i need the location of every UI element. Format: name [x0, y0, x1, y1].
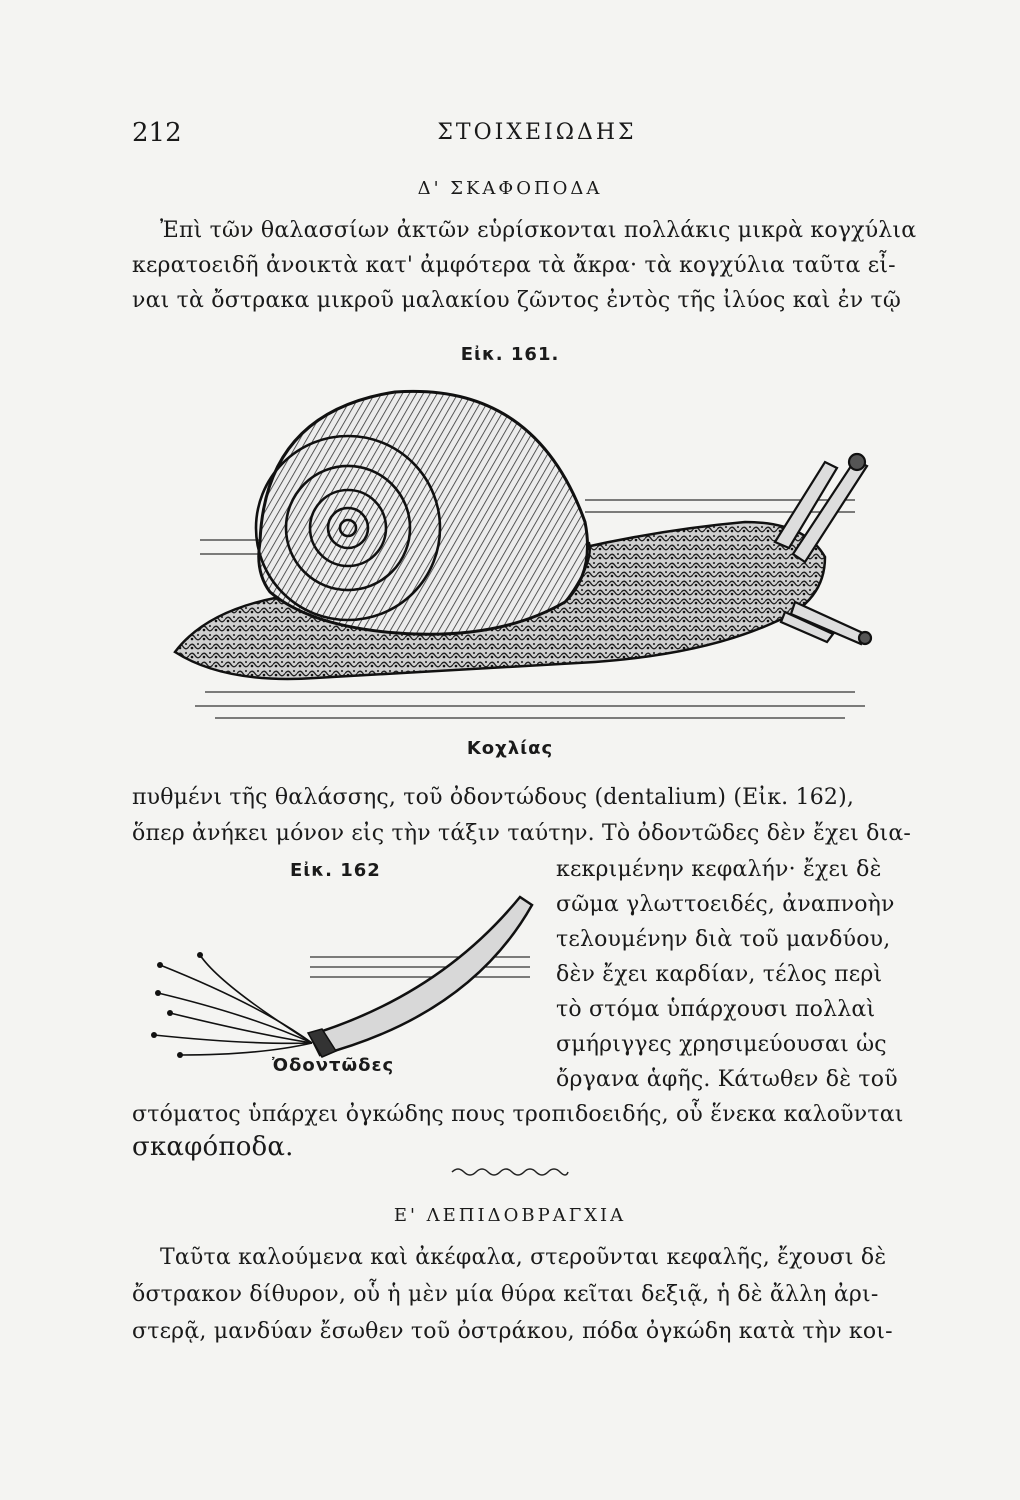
figure-162-caption: Ὀδοντῶδες — [272, 1055, 395, 1076]
running-title: ΣΤΟΙΧΕΙΩΔΗΣ — [437, 120, 637, 145]
text-line: ὄστρακον δίθυρον, οὗ ἡ μὲν μία θύρα κεῖται δεξιᾷ, ἡ δὲ ἄλλη ἀρι- — [132, 1282, 879, 1307]
text-line: ὅπερ ἀνήκει μόνον εἰς τὴν τάξιν ταύτην. Τὸ ὀδοντῶδες δὲν ἔχει δια- — [132, 821, 912, 846]
text-line: σμήριγγες χρησιμεύουσαι ὡς — [556, 1032, 887, 1057]
figure-161-caption: Κοχλίας — [466, 738, 554, 759]
text-line: κερατοειδῆ ἀνοικτὰ κατ' ἀμφότερα τὰ ἄκρα· τὰ κογχύλια ταῦτα εἶ- — [132, 253, 896, 278]
section-heading-e: Ε' ΛΕΠΙΔΟΒΡΑΓΧΙΑ — [393, 1205, 627, 1226]
decorative-rule — [450, 1166, 570, 1178]
text-line: στερᾷ, μανδύαν ἔσωθεν τοῦ ὀστράκου, πόδα ὀγκώδη κατὰ τὴν κοι- — [132, 1319, 893, 1344]
snail-illustration — [165, 372, 885, 732]
text-line: σῶμα γλωττοειδές, ἀναπνοὴν — [556, 892, 895, 917]
text-line: τὸ στόμα ὑπάρχουσι πολλαὶ — [556, 997, 876, 1022]
text-line: ὄργανα ἁφῆς. Κάτωθεν δὲ τοῦ — [556, 1067, 898, 1092]
text-line: πυθμένι τῆς θαλάσσης, τοῦ ὀδοντώδους (dentalium) (Εἰκ. 162), — [132, 785, 855, 810]
figure-162-label: Εἰκ. 162 — [290, 860, 381, 881]
text-line: τελουμένην διὰ τοῦ μανδύου, — [556, 927, 891, 952]
text-line: σκαφόποδα. — [132, 1132, 294, 1162]
text-line: Ταῦτα καλούμενα καὶ ἀκέφαλα, στεροῦνται κεφαλῆς, ἔχουσι δὲ — [160, 1245, 887, 1270]
text-line: Ἐπὶ τῶν θαλασσίων ἀκτῶν εὑρίσκονται πολλάκις μικρὰ κογχύλια — [160, 218, 917, 243]
figure-161-label: Εἰκ. 161. — [460, 344, 560, 365]
text-line: κεκριμένην κεφαλήν· ἔχει δὲ — [556, 857, 882, 882]
page-number: 212 — [132, 118, 182, 148]
text-line: στόματος ὑπάρχει ὀγκώδης πους τροπιδοειδής, οὗ ἕνεκα καλοῦνται — [132, 1102, 904, 1127]
running-header — [132, 118, 942, 154]
dentalium-illustration — [140, 885, 540, 1065]
text-line: ναι τὰ ὄστρακα μικροῦ μαλακίου ζῶντος ἐντὸς τῆς ἰλύος καὶ ἐν τῷ — [132, 288, 902, 313]
section-heading-d: Δ' ΣΚΑΦΟΠΟΔΑ — [417, 178, 603, 199]
text-line: δὲν ἔχει καρδίαν, τέλος περὶ — [556, 962, 883, 987]
